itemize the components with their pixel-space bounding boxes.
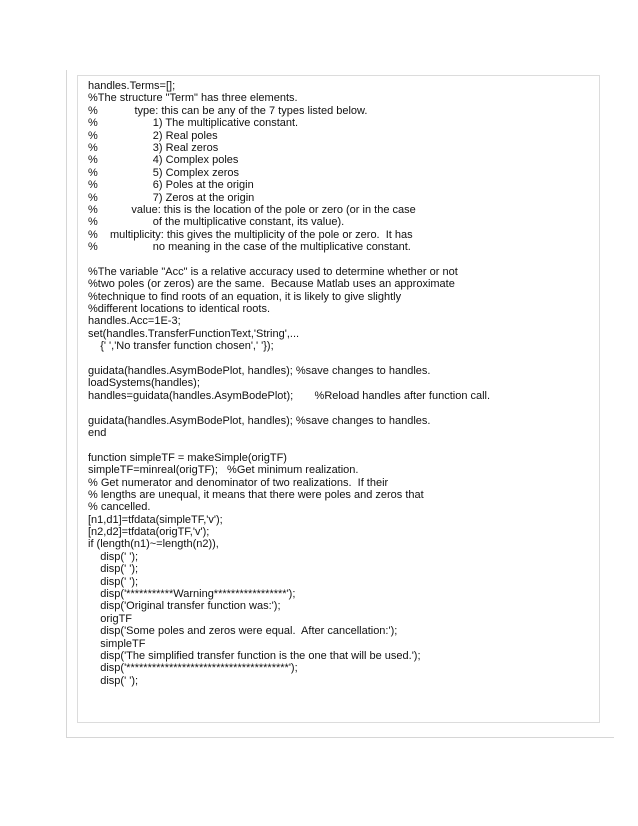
code-line bbox=[88, 353, 490, 365]
code-line: guidata(handles.AsymBodePlot, handles); %save changes to handles. bbox=[88, 414, 431, 427]
code-line bbox=[88, 253, 490, 265]
code-line: % of the multiplicative constant, its value). bbox=[88, 216, 345, 229]
code-line: % cancelled. bbox=[88, 501, 151, 514]
code-line: origTF bbox=[88, 612, 133, 625]
code-line: disp(' '); bbox=[88, 550, 139, 563]
code-line: %The structure "Term" has three elements. bbox=[88, 92, 298, 105]
code-line: % multiplicity: this gives the multiplicity of the pole or zero. It has bbox=[88, 228, 413, 241]
code-line: %technique to find roots of an equation, it is likely to give slightly bbox=[88, 290, 402, 303]
code-line: % lengths are unequal, it means that there were poles and zeros that bbox=[88, 488, 424, 501]
code-line: % value: this is the location of the pole or zero (or in the case bbox=[88, 203, 416, 216]
code-line: % no meaning in the case of the multiplicative constant. bbox=[88, 241, 411, 254]
code-line: %The variable "Acc" is a relative accuracy used to determine whether or not bbox=[88, 265, 458, 278]
code-line: if (length(n1)~=length(n2)), bbox=[88, 538, 219, 551]
code-line: disp(' '); bbox=[88, 563, 139, 576]
code-line: %different locations to identical roots. bbox=[88, 303, 271, 316]
code-line: % 6) Poles at the origin bbox=[88, 179, 254, 192]
code-line: guidata(handles.AsymBodePlot, handles); %save changes to handles. bbox=[88, 364, 431, 377]
code-line: disp(' '); bbox=[88, 674, 139, 687]
code-line: disp('***********Warning*****************'); bbox=[88, 588, 296, 601]
code-line: %two poles (or zeros) are the same. Because Matlab uses an approximate bbox=[88, 278, 455, 291]
code-lines bbox=[88, 80, 490, 687]
code-line: % Get numerator and denominator of two realizations. If their bbox=[88, 476, 389, 489]
code-line: disp('**************************************'); bbox=[88, 662, 298, 675]
code-line: % 1) The multiplicative constant. bbox=[88, 117, 299, 130]
code-line: disp(' '); bbox=[88, 575, 139, 588]
code-line: simpleTF bbox=[88, 637, 146, 650]
code-line: loadSystems(handles); bbox=[88, 377, 200, 390]
code-line: handles=guidata(handles.AsymBodePlot); %Reload handles after function call. bbox=[88, 389, 491, 402]
code-line: handles.Acc=1E-3; bbox=[88, 315, 181, 328]
code-line: % 2) Real poles bbox=[88, 129, 218, 142]
code-line: handles.Terms=[]; bbox=[88, 80, 176, 92]
code-line: function simpleTF = makeSimple(origTF) bbox=[88, 451, 287, 464]
code-line: disp('Some poles and zeros were equal. After cancellation:'); bbox=[88, 625, 398, 638]
code-line: end bbox=[88, 426, 107, 439]
code-line: disp('Original transfer function was:'); bbox=[88, 600, 281, 613]
code-line: % 3) Real zeros bbox=[88, 141, 219, 154]
code-line: % type: this can be any of the 7 types listed below. bbox=[88, 104, 368, 117]
code-line: % 7) Zeros at the origin bbox=[88, 191, 255, 204]
code-line bbox=[88, 402, 490, 414]
code-line: % 4) Complex poles bbox=[88, 154, 239, 167]
code-line: disp('The simplified transfer function is the one that will be used.'); bbox=[88, 649, 421, 662]
code-line: {' ','No transfer function chosen',' '}); bbox=[88, 340, 274, 353]
code-line: simpleTF=minreal(origTF); %Get minimum realization. bbox=[88, 464, 359, 477]
code-line: [n1,d1]=tfdata(simpleTF,'v'); bbox=[88, 513, 223, 526]
code-line: [n2,d2]=tfdata(origTF,'v'); bbox=[88, 526, 210, 539]
code-listing bbox=[77, 75, 600, 723]
code-line bbox=[88, 439, 490, 451]
code-line: % 5) Complex zeros bbox=[88, 166, 239, 179]
code-line: set(handles.TransferFunctionText,'String',... bbox=[88, 327, 300, 340]
